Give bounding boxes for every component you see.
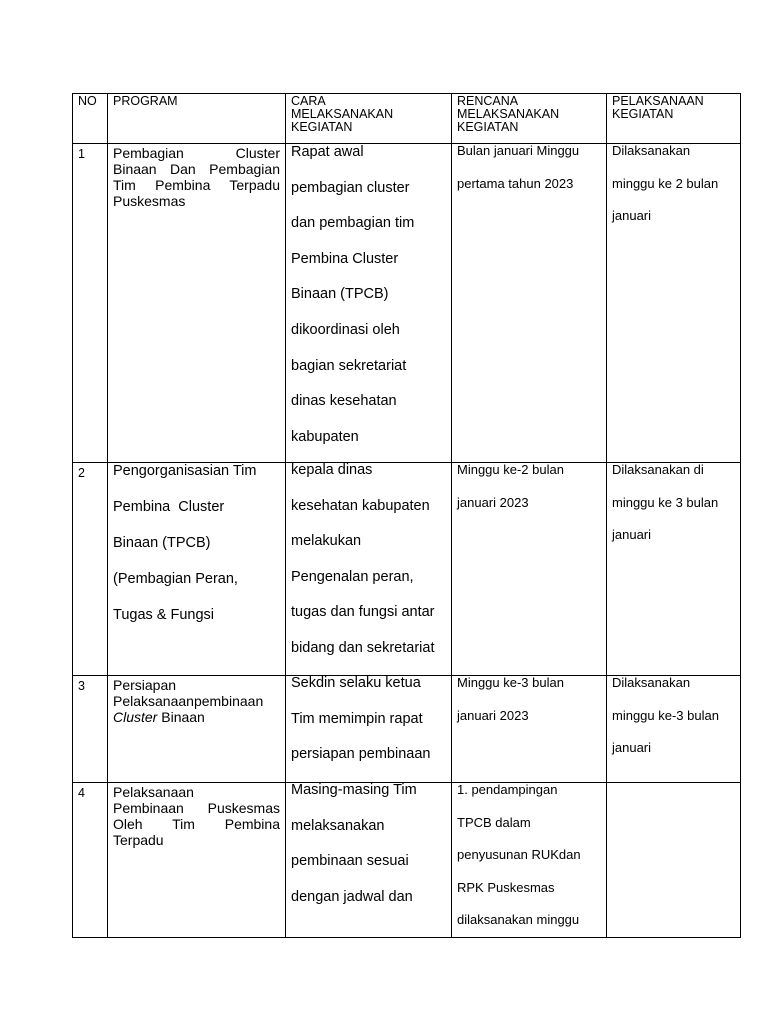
header-rencana-line: RENCANA: [457, 94, 519, 108]
cara-line: dan pembagian tim: [291, 215, 415, 232]
cell-rencana: [452, 463, 607, 676]
pelaksanaan-line: minggu ke 2 bulan: [612, 175, 719, 191]
cell-cara: [286, 463, 452, 676]
cell-pelaksanaan: [607, 676, 741, 783]
header-pelaksanaan-line: PELAKSANAAN: [612, 94, 704, 108]
program-line: [113, 709, 280, 725]
cara-line: bidang dan sekretariat: [291, 639, 435, 656]
header-cara-line: KEGIATAN: [291, 120, 353, 134]
table-row: [73, 144, 741, 463]
header-program-text: PROGRAM: [113, 94, 178, 108]
cara-line: dikoordinasi oleh: [291, 321, 400, 338]
pelaksanaan-line: januari: [612, 527, 652, 542]
program-line: Pengorganisasian Tim: [113, 463, 257, 479]
program-line: Pelaksanaan: [113, 784, 194, 800]
row-number: 2: [78, 466, 85, 480]
cara-line: pembinaan sesuai: [291, 853, 409, 870]
program-line: Binaan Dan Pembagian: [113, 161, 280, 177]
cell-program: [108, 783, 286, 938]
header-row: [73, 94, 741, 144]
rencana-line: TPCB dalam: [457, 814, 531, 830]
cell-pelaksanaan: [607, 783, 741, 938]
cell-no: [73, 783, 108, 938]
cara-line: bagian sekretariat: [291, 357, 407, 374]
rencana-line: Minggu ke-3 bulan: [457, 675, 564, 690]
program-line: Oleh Tim Pembina: [113, 816, 280, 832]
program-line: Binaan (TPCB): [113, 535, 211, 551]
program-line: Pembinaan Puskesmas: [113, 800, 280, 816]
rencana-line: dilaksanakan minggu: [457, 912, 580, 927]
rencana-line: pertama tahun 2023: [457, 175, 574, 191]
program-line: Puskesmas: [113, 193, 186, 209]
program-table: [72, 93, 741, 938]
header-rencana-line: MELAKSANAKAN: [457, 107, 560, 121]
program-line-rest: Binaan: [161, 709, 205, 725]
program-line: Pelaksanaanpembinaan: [113, 693, 264, 709]
rencana-line: januari 2023: [457, 494, 529, 510]
header-no: [73, 94, 108, 144]
cell-pelaksanaan: [607, 144, 741, 463]
cara-line: Sekdin selaku ketua: [291, 675, 421, 691]
cara-line: kepala dinas: [291, 462, 373, 478]
header-rencana: [452, 94, 607, 144]
cara-line: Pengenalan peran,: [291, 568, 414, 585]
pelaksanaan-line: Dilaksanakan: [612, 675, 691, 690]
rencana-line: 1. pendampingan: [457, 782, 558, 797]
cara-line: melaksanakan: [291, 817, 385, 834]
pelaksanaan-line: januari: [612, 740, 652, 755]
cara-line: Pembina Cluster: [291, 250, 399, 267]
program-line: Pembagian Cluster: [113, 145, 280, 161]
pelaksanaan-line: Dilaksanakan di: [612, 462, 704, 477]
cell-rencana: [452, 144, 607, 463]
header-rencana-line: KEGIATAN: [457, 120, 519, 134]
cell-cara: [286, 676, 452, 783]
pelaksanaan-line: januari: [612, 208, 652, 223]
cell-cara: [286, 783, 452, 938]
cara-line: kesehatan kabupaten: [291, 497, 430, 514]
cell-rencana: [452, 676, 607, 783]
pelaksanaan-line: minggu ke-3 bulan: [612, 707, 719, 723]
rencana-line: Bulan januari Minggu: [457, 143, 580, 158]
cara-line: melakukan: [291, 533, 362, 550]
header-cara-line: CARA: [291, 94, 326, 108]
table-row: [73, 783, 741, 938]
cell-no: [73, 463, 108, 676]
cell-rencana: [452, 783, 607, 938]
cara-line: Binaan (TPCB): [291, 286, 389, 303]
cara-line: kabupaten: [291, 428, 359, 445]
cell-cara: [286, 144, 452, 463]
cell-program: [108, 463, 286, 676]
pelaksanaan-line: minggu ke 3 bulan: [612, 494, 719, 510]
program-line: Tugas & Fungsi: [113, 607, 215, 623]
header-pelaksanaan: [607, 94, 741, 144]
cell-program: [108, 676, 286, 783]
program-line: Pembina Cluster: [113, 499, 225, 515]
program-line: Persiapan: [113, 677, 177, 693]
program-line-italic: Cluster: [113, 709, 158, 725]
cara-line: pembagian cluster: [291, 179, 410, 196]
row-number: 1: [78, 147, 85, 161]
rencana-line: januari 2023: [457, 707, 529, 723]
rencana-line: RPK Puskesmas: [457, 879, 555, 895]
row-number: 4: [78, 786, 85, 800]
rencana-line: penyusunan RUKdan: [457, 847, 581, 862]
pelaksanaan-line: Dilaksanakan: [612, 143, 691, 158]
table-row: [73, 676, 741, 783]
rencana-line: Minggu ke-2 bulan: [457, 462, 564, 477]
cara-line: Masing-masing Tim: [291, 782, 417, 798]
cara-line: persiapan pembinaan: [291, 746, 431, 763]
cara-line: dinas kesehatan: [291, 393, 397, 410]
cara-line: Tim memimpin rapat: [291, 710, 423, 727]
cara-line: dengan jadwal dan: [291, 888, 413, 905]
header-cara-line: MELAKSANAKAN: [291, 107, 394, 121]
program-line: (Pembagian Peran,: [113, 571, 238, 587]
program-line: Tim Pembina Terpadu: [113, 177, 280, 193]
table-row: [73, 463, 741, 676]
header-no-text: NO: [78, 94, 97, 108]
cara-line: tugas dan fungsi antar: [291, 604, 435, 621]
row-number: 3: [78, 679, 85, 693]
cell-no: [73, 676, 108, 783]
cell-no: [73, 144, 108, 463]
header-cara: [286, 94, 452, 144]
program-line: Terpadu: [113, 832, 164, 848]
cell-pelaksanaan: [607, 463, 741, 676]
header-pelaksanaan-line: KEGIATAN: [612, 107, 674, 121]
cara-line: Rapat awal: [291, 144, 364, 160]
header-program: [108, 94, 286, 144]
cell-program: [108, 144, 286, 463]
